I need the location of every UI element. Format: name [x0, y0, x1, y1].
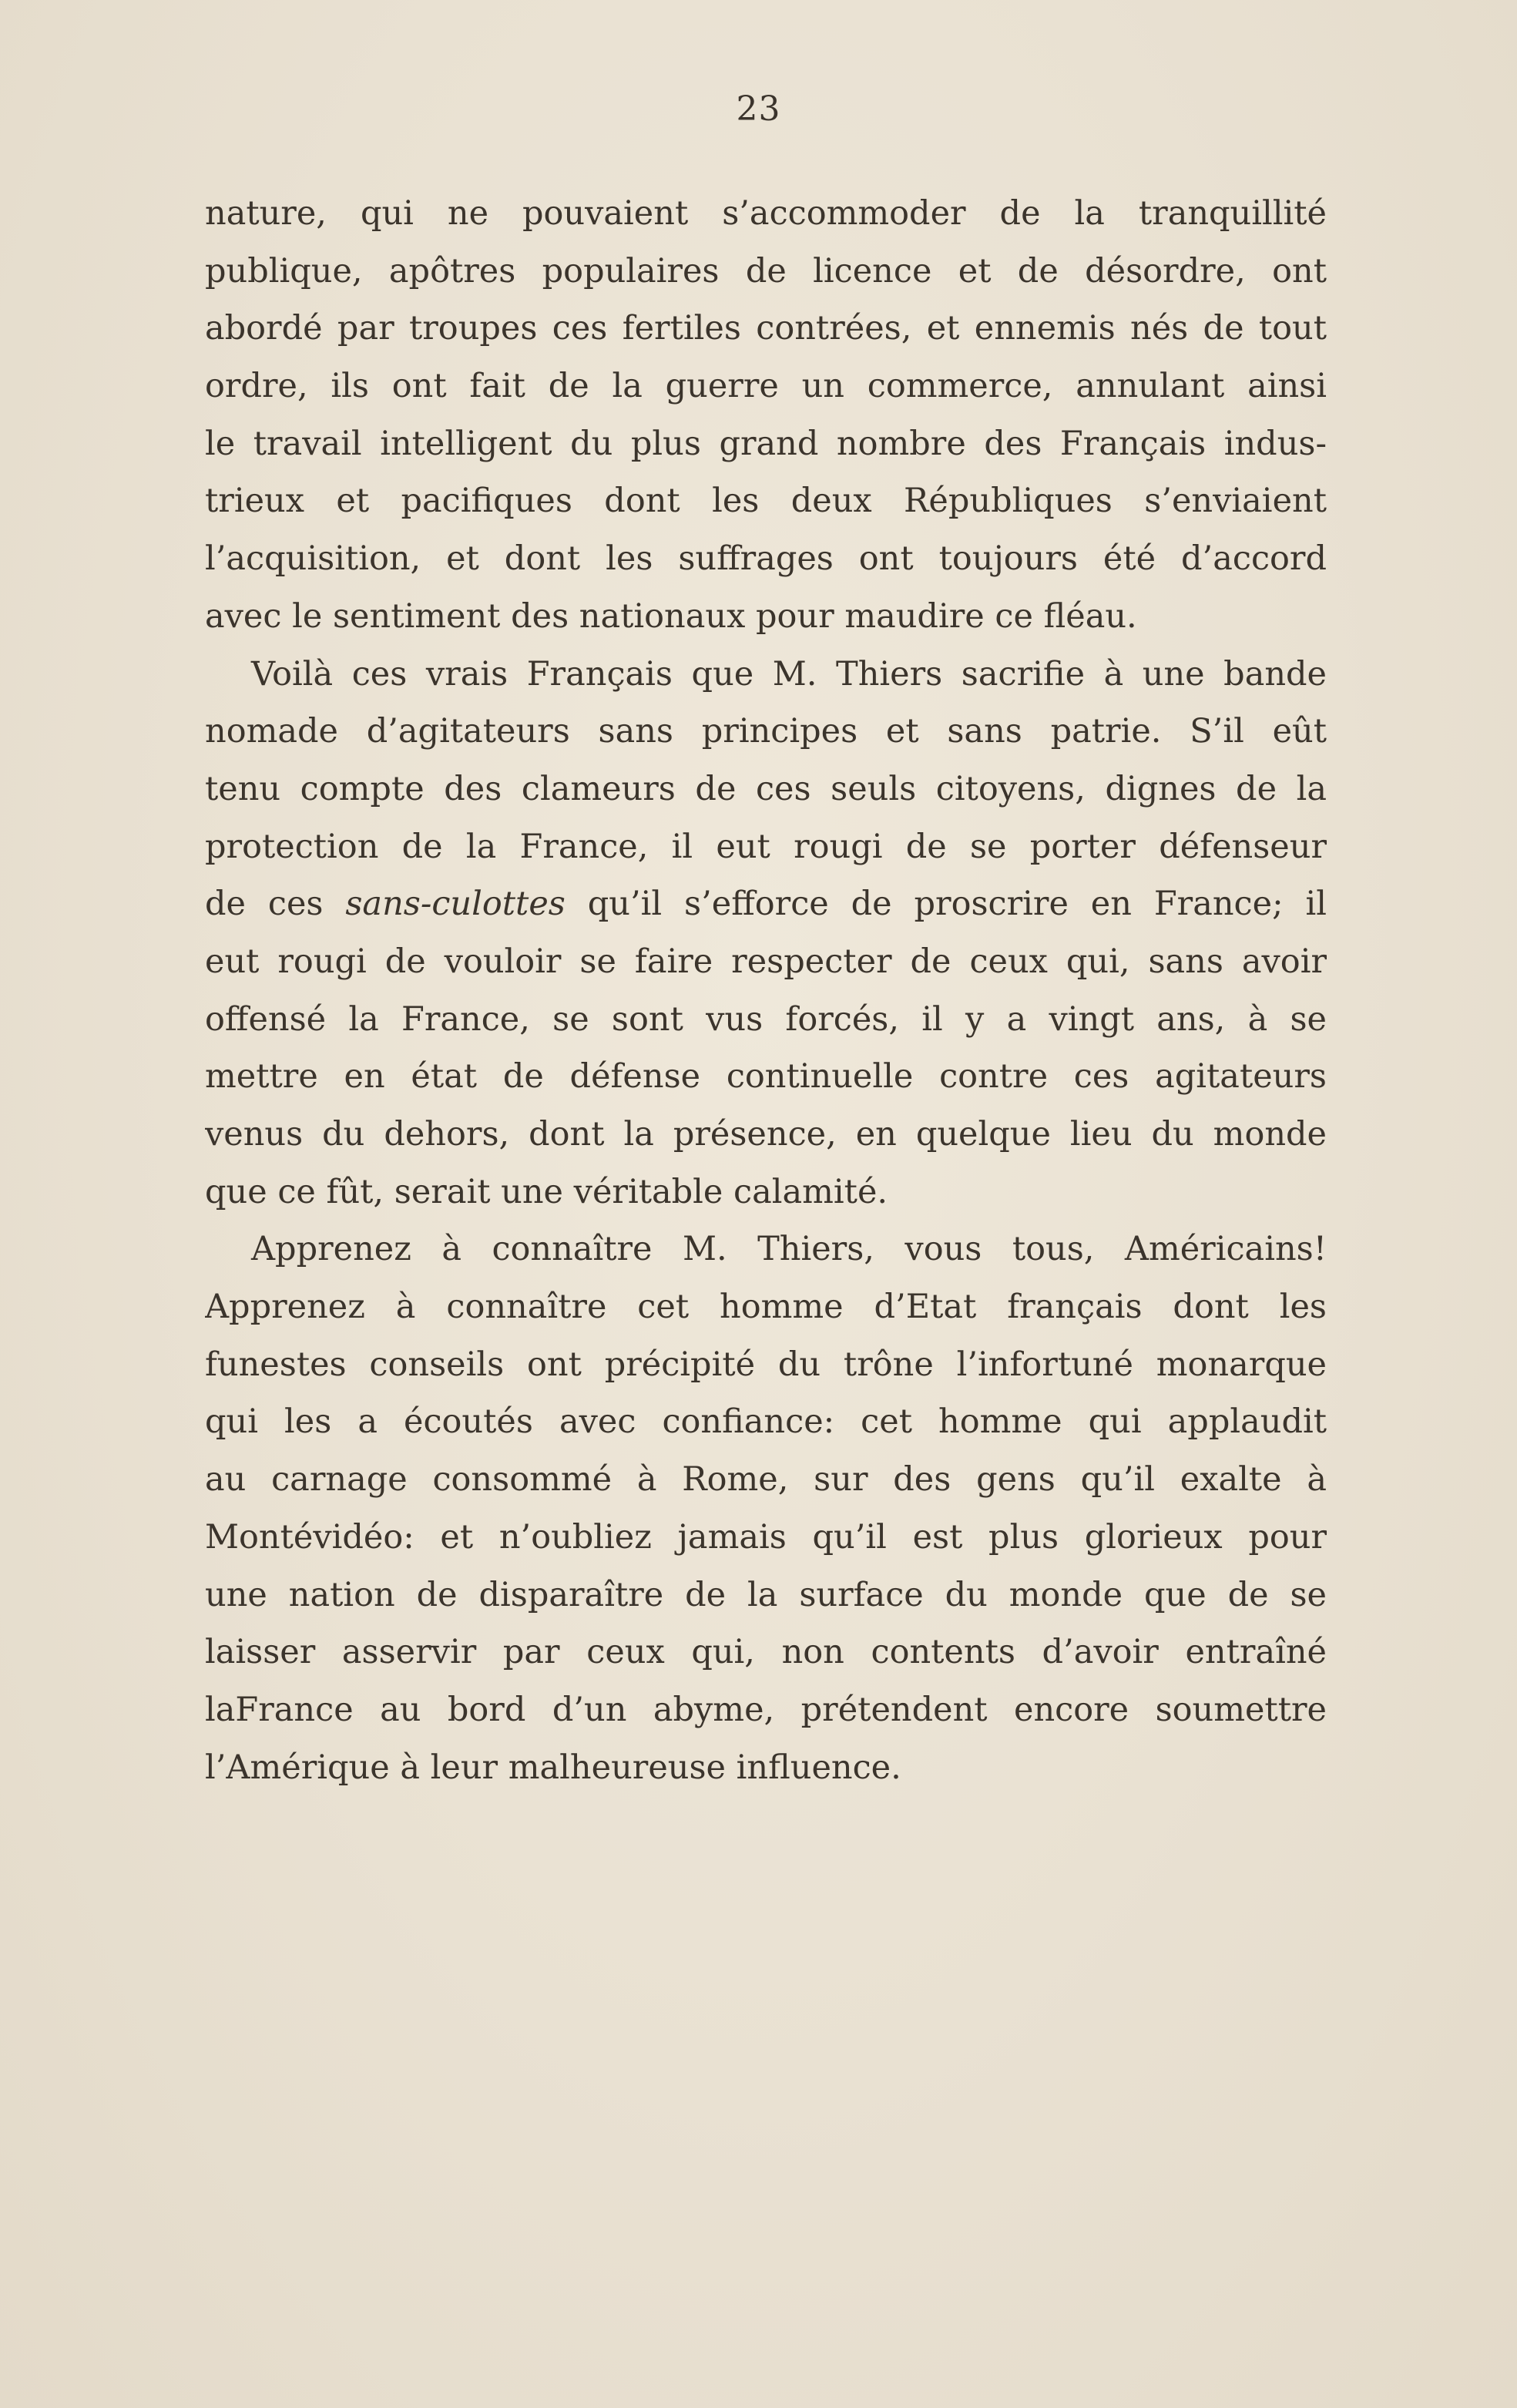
text-line: laFrance au bord d’un abyme, prétendent encore soumettre: [205, 1690, 1327, 1729]
text-line: une nation de disparaître de la surface du monde que de se: [205, 1575, 1327, 1614]
body-text: [205, 185, 1327, 1796]
text-line: mettre en état de défense continuelle contre ces agitateurs: [205, 1057, 1327, 1097]
text-line: l’acquisition, et dont les suffrages ont toujours été d’accord: [205, 539, 1327, 579]
text-line: laisser asservir par ceux qui, non contents d’avoir entraîné: [205, 1633, 1327, 1672]
paragraph-3: [205, 1221, 1327, 1796]
text-line: Montévidéo: et n’oubliez jamais qu’il est plus glorieux pour: [205, 1517, 1327, 1557]
text-line: avec le sentiment des nationaux pour maudire ce fléau.: [205, 596, 1137, 636]
text-segment: de ces: [205, 885, 346, 924]
text-line: au carnage consommé à Rome, sur des gens qu’il exalte à: [205, 1460, 1327, 1500]
text-line: le travail intelligent du plus grand nombre des Français indus-: [205, 424, 1327, 463]
paragraph-1: [205, 185, 1327, 646]
text-line: ordre, ils ont fait de la guerre un commerce, annulant ainsi: [205, 367, 1327, 406]
text-line: que ce fût, serait une véritable calamité.: [205, 1172, 888, 1211]
text-line: eut rougi de vouloir se faire respecter de ceux qui, sans avoir: [205, 942, 1327, 981]
text-line: qui les a écoutés avec confiance: cet homme qui applaudit: [205, 1402, 1327, 1442]
text-line: Voilà ces vrais Français que M. Thiers sacrifie à une bande: [251, 654, 1327, 694]
text-line: abordé par troupes ces fertiles contrées, et ennemis nés de tout: [205, 309, 1327, 348]
page-number: 23: [736, 89, 781, 129]
text-line: venus du dehors, dont la présence, en quelque lieu du monde: [205, 1115, 1327, 1154]
text-line: l’Amérique à leur malheureuse influence.: [205, 1748, 901, 1787]
text-line: Apprenez à connaître M. Thiers, vous tous, Américains!: [251, 1230, 1327, 1269]
text-segment: qu’il s’efforce de proscrire en France; il: [565, 885, 1327, 924]
text-line: nature, qui ne pouvaient s’accommoder de la tranquillité: [205, 194, 1327, 233]
paragraph-2: [205, 646, 1327, 1221]
text-line: offensé la France, se sont vus forcés, il y a vingt ans, à se: [205, 999, 1327, 1039]
text-line: Apprenez à connaître cet homme d’Etat français dont les: [205, 1288, 1327, 1327]
text-line: trieux et pacifiques dont les deux Républiques s’enviaient: [205, 482, 1327, 521]
text-line: publique, apôtres populaires de licence et de désordre, ont: [205, 251, 1327, 291]
text-line: [205, 875, 1327, 933]
text-line: tenu compte des clameurs de ces seuls citoyens, dignes de la: [205, 769, 1327, 808]
text-line: nomade d’agitateurs sans principes et sans patrie. S’il eût: [205, 712, 1327, 751]
italic-term: sans-culottes: [345, 885, 566, 924]
text-line: protection de la France, il eut rougi de se porter défenseur: [205, 827, 1327, 866]
text-line: funestes conseils ont précipité du trône l’infortuné monarque: [205, 1345, 1327, 1384]
